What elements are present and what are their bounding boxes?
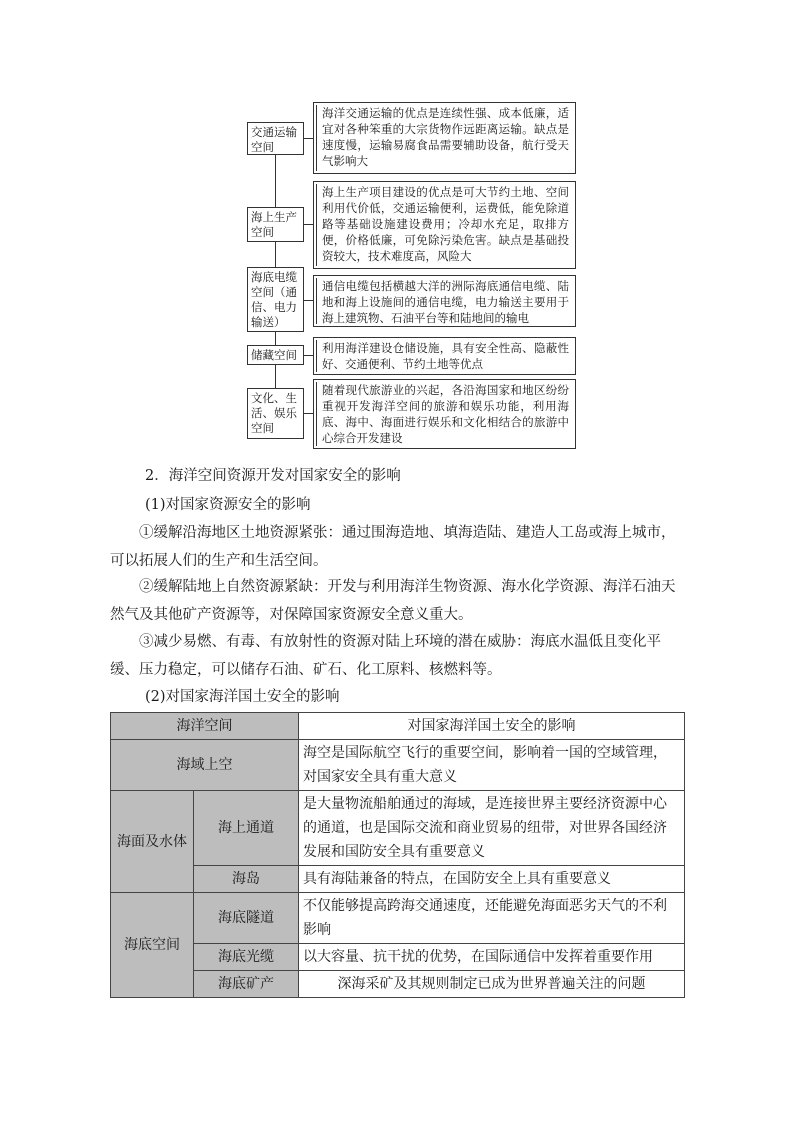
paragraph-hazard-storage: ③减少易燃、有毒、有放射性的资源对陆上环境的潜在威胁：海底水温低且变化平缓、压力稳定，可以储存石油、矿石、化工原料、核燃料等。 xyxy=(110,634,661,678)
table-cell-label: 海上通道 xyxy=(194,791,299,866)
ocean-security-table xyxy=(110,712,685,998)
paragraph-natural-resources: ②缓解陆地上自然资源紧缺：开发与利用海洋生物资源、海水化学资源、海洋石油天然气及其他矿产资源等，对保障国家资源安全意义重大。 xyxy=(110,579,676,623)
table-header-cell: 海洋空间 xyxy=(111,713,299,740)
diagram-desc-storage: 利用海洋建设仓储设施，具有安全性高、隐蔽性好、交通便利、节约土地等优点 xyxy=(313,337,576,375)
table-cell-label: 海底光缆 xyxy=(194,944,299,971)
diagram-connector xyxy=(304,224,313,225)
table-cell-desc: 具有海陆兼备的特点，在国防安全上具有重要意义 xyxy=(299,866,685,893)
paragraph-land-resources: ①缓解沿海地区土地资源紧张：通过围海造地、填海造陆、建造人工岛或海上城市，可以拓展人们的生产和生活空间。 xyxy=(110,525,676,569)
table-group-label: 海面及水体 xyxy=(111,791,194,893)
diagram-label-transport: 交通运输空间 xyxy=(247,122,304,155)
ocean-space-diagram xyxy=(0,0,794,460)
table-header-cell: 对国家海洋国土安全的影响 xyxy=(299,713,685,740)
diagram-desc-culture: 随着现代旅游业的兴起，各沿海国家和地区纷纷重视开发海洋空间的旅游和娱乐功能，利用海底、海中、海面进行娱乐和文化相结合的旅游中心综合开发建设 xyxy=(313,379,576,449)
table-row xyxy=(111,944,685,971)
diagram-connector xyxy=(304,413,313,414)
diagram-desc-transport: 海洋交通运输的优点是连续性强、成本低廉，适宜对各种笨重的大宗货物作远距离运输。缺点是速度慢，运输易腐食品需要辅助设备，航行受天气影响大 xyxy=(313,102,576,174)
table-cell-desc: 是大量物流船舶通过的海域，是连接世界主要经济资源中心的通道，也是国际交流和商业贸易的纽带，对世界各国经济发展和国防安全具有重要意义 xyxy=(299,791,685,866)
table-group-label: 海底空间 xyxy=(111,893,194,998)
table-cell-label: 海底隧道 xyxy=(194,893,299,944)
diagram-connector xyxy=(304,300,313,301)
table-header-row xyxy=(111,713,685,740)
table-cell-label: 海域上空 xyxy=(111,740,299,791)
table-cell-desc: 不仅能够提高跨海交通速度，还能避免海面恶劣天气的不利影响 xyxy=(299,893,685,944)
diagram-label-cable: 海底电缆空间（通信、电力输送） xyxy=(247,267,304,332)
diagram-label-production: 海上生产空间 xyxy=(247,207,304,242)
subsection-heading: (1)对国家资源安全的影响 xyxy=(145,497,311,513)
table-cell-desc: 深海采矿及其规则制定已成为世界普遍关注的问题 xyxy=(299,971,685,998)
diagram-label-storage: 储藏空间 xyxy=(247,345,304,365)
table-cell-desc: 海空是国际航空飞行的重要空间，影响着一国的空域管理，对国家安全具有重大意义 xyxy=(299,740,685,791)
table-cell-label: 海底矿产 xyxy=(194,971,299,998)
table-row xyxy=(111,971,685,998)
table-cell-label: 海岛 xyxy=(194,866,299,893)
table-cell-desc: 以大容量、抗干扰的优势，在国际通信中发挥着重要作用 xyxy=(299,944,685,971)
diagram-connector xyxy=(304,138,313,139)
diagram-connector xyxy=(304,355,313,356)
table-row xyxy=(111,866,685,893)
section-heading: 2．海洋空间资源开发对国家安全的影响 xyxy=(145,468,401,484)
subsection-heading: (2)对国家海洋国土安全的影响 xyxy=(145,689,340,705)
table-row xyxy=(111,740,685,791)
diagram-desc-production: 海上生产项目建设的优点是可大节约土地、空间利用代价低，交通运输便利，运费低，能免除道路等基础设施建设费用；冷却水充足，取排方便，价格低廉，可免除污染危害。缺点是基础投资较大，技术难度高，风险大 xyxy=(313,181,576,269)
diagram-label-culture: 文化、生活、娱乐空间 xyxy=(247,388,304,439)
table-row xyxy=(111,893,685,944)
diagram-desc-cable: 通信电缆包括横越大洋的洲际海底通信电缆、陆地和海上设施间的通信电缆，电力输送主要用于海上建筑物、石油平台等和陆地间的输电 xyxy=(313,275,576,327)
table-row xyxy=(111,791,685,866)
